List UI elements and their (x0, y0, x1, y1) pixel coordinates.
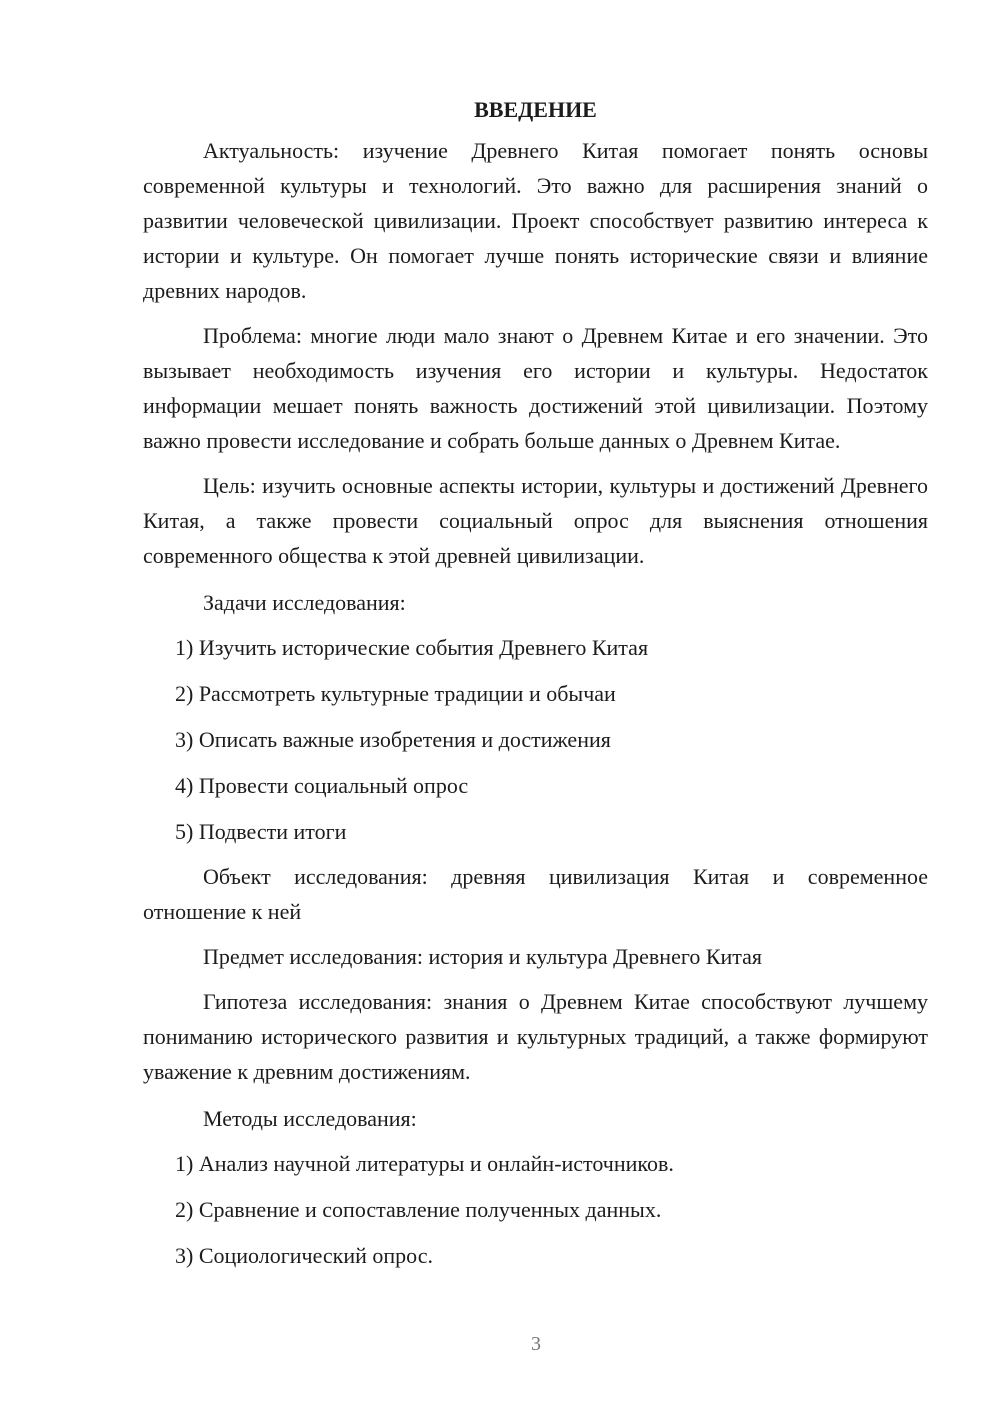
relevance-paragraph: Актуальность: изучение Древнего Китая помогает понять основы современной культуры и технологий. Это важно для расширения знаний о развитии человеческой цивилизации. Проект способствует развитию интереса к истории и культуре. Он помогает лучше понять исторические связи и влияние древних народов. (143, 138, 928, 303)
tasks-heading: Задачи исследования: (203, 590, 406, 615)
method-item: 2) Сравнение и сопоставление полученных данных. (175, 1197, 662, 1222)
method-item: 1) Анализ научной литературы и онлайн-источников. (175, 1151, 674, 1176)
task-item: 4) Провести социальный опрос (175, 773, 469, 798)
methods-heading: Методы исследования: (203, 1106, 417, 1131)
object-paragraph: Объект исследования: древняя цивилизация Китая и современное отношение к ней (143, 864, 928, 924)
page-title: ВВЕДЕНИЕ (474, 97, 597, 122)
methods-list (143, 1146, 928, 1273)
problem-paragraph: Проблема: многие люди мало знают о Древнем Китае и его значении. Это вызывает необходимость изучения его истории и культуры. Недостаток информации мешает понять важность достижений этой цивилизации. Поэтому важно провести исследование и собрать больше данных о Древнем Китае. (143, 323, 928, 453)
task-item: 5) Подвести итоги (175, 819, 347, 844)
tasks-list (143, 630, 928, 849)
hypothesis-paragraph: Гипотеза исследования: знания о Древнем Китае способствуют лучшему пониманию исторического развития и культурных традиций, а также формируют уважение к древним достижениям. (143, 989, 928, 1084)
task-item: 2) Рассмотреть культурные традиции и обычаи (175, 681, 616, 706)
task-item: 3) Описать важные изобретения и достижения (175, 727, 611, 752)
task-item: 1) Изучить исторические события Древнего Китая (175, 635, 649, 660)
method-item: 3) Социологический опрос. (175, 1243, 433, 1268)
subject-paragraph: Предмет исследования: история и культура Древнего Китая (203, 944, 763, 969)
page-content (143, 93, 928, 1273)
goal-paragraph: Цель: изучить основные аспекты истории, культуры и достижений Древнего Китая, а также провести социальный опрос для выяснения отношения современного общества к этой древней цивилизации. (143, 473, 928, 568)
page-number: 3 (531, 1333, 541, 1355)
